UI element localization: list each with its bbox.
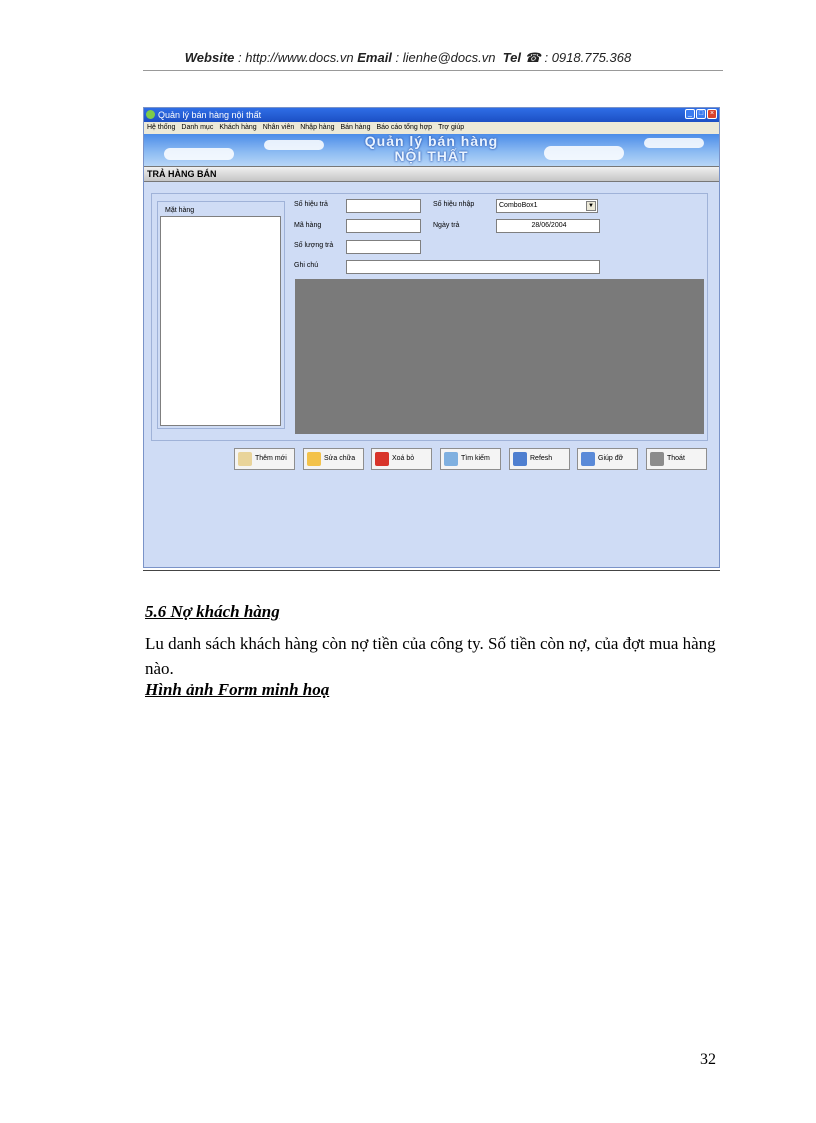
app-icon (146, 110, 155, 119)
banner-line-2: NỘI THẤT (394, 148, 469, 164)
section-paragraph: Lu danh sách khách hàng còn nợ tiền của công ty. Số tiền còn nợ, của đợt mua hàng nào. (145, 634, 716, 678)
screenshot-bottom-rule (143, 570, 720, 571)
return-qty-label: Số lượng trả (294, 242, 334, 249)
product-group-label: Mặt hàng (165, 207, 195, 214)
email-separator: : (391, 50, 403, 65)
edit-button[interactable] (303, 448, 364, 470)
product-listbox[interactable] (160, 216, 281, 426)
note-label: Ghi chú (294, 262, 319, 269)
menu-item[interactable]: Bán hàng (340, 124, 371, 131)
menu-item[interactable]: Nhân viên (262, 124, 295, 131)
menu-item[interactable]: Danh mục (181, 124, 214, 131)
data-grid[interactable] (295, 279, 704, 434)
edit-icon (307, 452, 321, 466)
chevron-down-icon[interactable]: ▼ (586, 201, 596, 211)
exit-icon (650, 452, 664, 466)
product-code-input[interactable] (346, 219, 421, 233)
minimize-icon[interactable]: _ (685, 109, 695, 119)
search-icon (444, 452, 458, 466)
return-id-label: Số hiệu trả (294, 201, 328, 208)
help-button[interactable] (577, 448, 638, 470)
return-date-label: Ngày trả (433, 222, 460, 229)
delete-icon (375, 452, 389, 466)
menu-item[interactable]: Khách hàng (219, 124, 257, 131)
website-label: Website (184, 50, 235, 65)
add-button[interactable] (234, 448, 295, 470)
return-date-input[interactable]: 28/06/2004 (496, 219, 600, 233)
edit-button-label: Sửa chữa (324, 455, 356, 462)
form-section-title: TRẢ HÀNG BÁN (144, 166, 719, 182)
product-code-label: Mã hàng (294, 222, 322, 229)
refresh-button-label: Refesh (530, 455, 553, 462)
figure-title: Hình ảnh Form minh hoạ (145, 680, 330, 699)
tel-separator: : (540, 50, 552, 65)
app-banner (144, 134, 719, 166)
delete-button-label: Xoá bỏ (392, 455, 415, 462)
maximize-icon[interactable]: □ (696, 109, 706, 119)
window-controls (685, 109, 717, 119)
note-input[interactable] (346, 260, 600, 274)
help-icon (581, 452, 595, 466)
exit-button-label: Thoát (667, 455, 685, 462)
import-id-value: ComboBox1 (499, 202, 538, 209)
tel-number: 0918.775.368 (551, 50, 632, 65)
section-title: 5.6 Nợ khách hàng (145, 602, 280, 621)
close-icon[interactable]: × (707, 109, 717, 119)
website-url[interactable]: http://www.docs.vn (245, 50, 354, 65)
search-button-label: Tìm kiếm (461, 455, 490, 462)
banner-title (144, 134, 719, 164)
delete-button[interactable] (371, 448, 432, 470)
menu-item[interactable]: Trợ giúp (438, 124, 465, 131)
website-separator: : (234, 50, 246, 65)
window-titlebar (144, 108, 719, 122)
banner-line-1: Quản lý bán hàng (364, 134, 499, 149)
add-icon (238, 452, 252, 466)
search-button[interactable] (440, 448, 501, 470)
form-panel (151, 193, 708, 441)
help-button-label: Giúp đỡ (598, 455, 624, 462)
import-id-label: Số hiệu nhập (433, 201, 475, 208)
menu-bar (144, 122, 719, 134)
menu-item[interactable]: Nhập hàng (300, 124, 335, 131)
phone-icon: ☎ (524, 50, 541, 65)
header-rule (143, 70, 723, 71)
return-qty-input[interactable] (346, 240, 421, 254)
window-title: Quản lý bán hàng nội thất (158, 110, 262, 120)
add-button-label: Thêm mới (255, 455, 287, 462)
import-id-combobox[interactable] (496, 199, 598, 213)
menu-item[interactable]: Báo cáo tổng hợp (376, 124, 433, 131)
refresh-button[interactable] (509, 448, 570, 470)
page-number: 32 (700, 1051, 716, 1068)
tel-label: Tel (502, 50, 522, 65)
refresh-icon (513, 452, 527, 466)
app-screenshot (143, 107, 720, 568)
menu-item[interactable]: Hệ thống (147, 124, 176, 131)
return-id-input[interactable] (346, 199, 421, 213)
email-label: Email (357, 50, 392, 65)
product-group (157, 201, 285, 429)
exit-button[interactable] (646, 448, 707, 470)
email-address[interactable]: lienhe@docs.vn (402, 50, 496, 65)
page-header (0, 50, 816, 66)
